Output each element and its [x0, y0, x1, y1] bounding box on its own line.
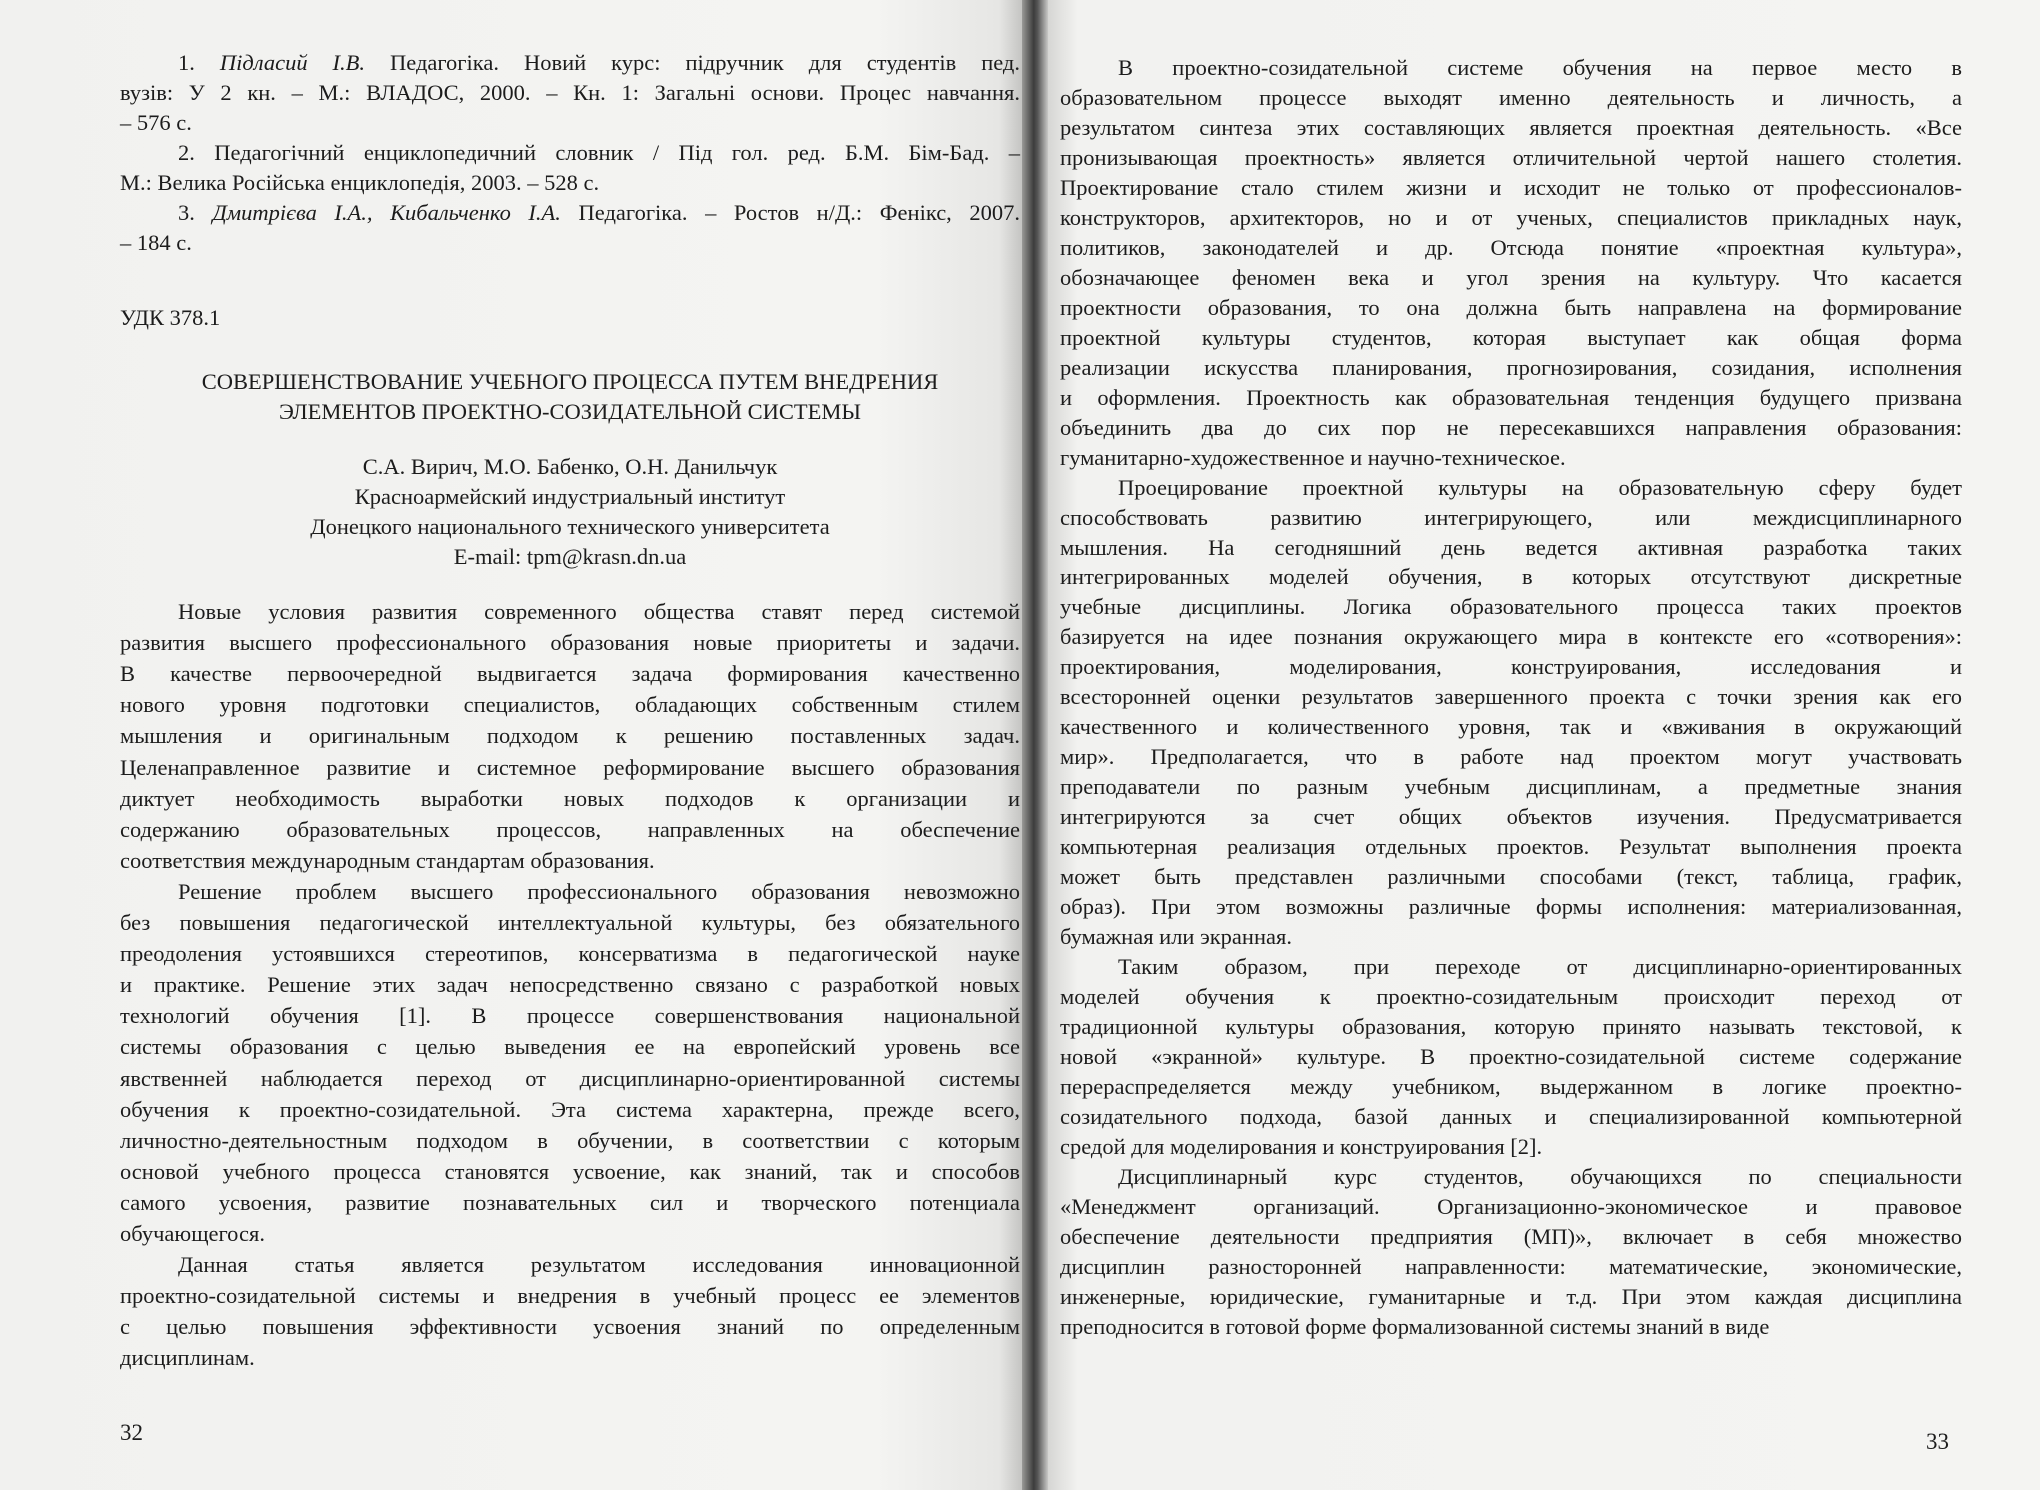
paragraph-line: образ). При этом возможны различные формы исполнения: материализованная,: [1060, 894, 1962, 920]
paragraph-line: результатом синтеза этих составляющих является проектная деятельность. «Все: [1060, 114, 1962, 140]
reference-text: Педагогіка. – Ростов н/Д.: Фенікс, 2007.: [560, 200, 1021, 225]
paragraph-line: Проектирование стало стилем жизни и исходит не только от профессионалов-: [1060, 174, 1962, 200]
page-number: 32: [120, 1420, 143, 1445]
affiliation: Донецкого национального технического университета: [310, 514, 830, 539]
paragraph-line: без повышения педагогической интеллектуальной культуры, без обязательного: [120, 910, 1020, 935]
paragraph-line: Решение проблем высшего профессионального образования невозможно: [178, 878, 1020, 904]
affiliation: Красноармейский индустриальный институт: [354, 484, 786, 509]
reference-continuation: – 184 с.: [120, 230, 192, 255]
paragraph-line: Проецирование проектной культуры на образовательную сферу будет: [1118, 474, 1962, 500]
paragraph-line: пронизывающая проектность» является отличительной чертой нашего столетия.: [1060, 144, 1962, 170]
paragraph-line: может быть представлен различными способами (текст, таблица, график,: [1060, 864, 1962, 890]
paragraph-line: Таким образом, при переходе от дисциплинарно-ориентированных: [1118, 954, 1962, 980]
paragraph-line: содержанию образовательных процессов, направленных на обеспечение: [120, 816, 1020, 842]
page-number: 33: [1926, 1429, 1949, 1454]
paragraph-line: нового уровня подготовки специалистов, обладающих собственным стилем: [120, 692, 1020, 718]
paragraph-line: диктует необходимость выработки новых подходов к организации и: [120, 785, 1020, 811]
paragraph-line: и практике. Решение этих задач непосредственно связано с разработкой новых: [120, 972, 1020, 998]
paragraph-line: бумажная или экранная.: [1060, 924, 1292, 950]
paragraph-line: системы образования с целью выведения ее на европейский уровень все: [120, 1034, 1020, 1060]
article-title: ЭЛЕМЕНТОВ ПРОЕКТНО-СОЗИДАТЕЛЬНОЙ СИСТЕМЫ: [278, 399, 862, 424]
reference-text: Педагогіка. Новий курс: підручник для студентів пед.: [365, 50, 1021, 75]
reference-item: [178, 48, 1020, 78]
paragraph-line: основой учебного процесса становятся усвоение, как знаний, так и способов: [120, 1158, 1020, 1184]
reference-item: [178, 138, 1020, 168]
paragraph-line: мышления и оригинальным подходом к решению поставленных задач.: [120, 723, 1020, 749]
paragraph-line: способствовать развитию интегрирующего, или междисциплинарного: [1060, 504, 1962, 530]
paragraph-line: объединить два до сих пор не пересекавшихся направления образования:: [1060, 414, 1962, 440]
paragraph-line: преподаватели по разным учебным дисциплинам, а предметные знания: [1060, 774, 1962, 800]
author-email: E-mail: tpm@krasn.dn.ua: [453, 544, 687, 569]
paragraph-line: новой «экранной» культуре. В проектно-созидательной системе содержание: [1060, 1044, 1962, 1069]
paragraph-line: конструкторов, архитекторов, но и от ученых, специалистов прикладных наук,: [1060, 204, 1962, 230]
paragraph-line: учебные дисциплины. Логика образовательного процесса таких проектов: [1060, 594, 1962, 620]
paragraph-line: личностно-деятельностным подходом в обучении, в соответствии с которым: [120, 1127, 1020, 1153]
paragraph-line: проектной культуры студентов, которая выступает как общая форма: [1060, 324, 1962, 350]
article-title: СОВЕРШЕНСТВОВАНИЕ УЧЕБНОГО ПРОЦЕССА ПУТЕМ ВНЕДРЕНИЯ: [201, 369, 939, 394]
paragraph-line: базируется на идее познания окружающего мира в контексте его «сотворения»:: [1060, 624, 1962, 650]
paragraph-line: политиков, законодателей и др. Отсюда понятие «проектная культура»,: [1060, 234, 1962, 260]
paragraph-line: Данная статья является результатом исследования инновационной: [178, 1252, 1020, 1278]
paragraph-line: обозначающее феномен века и угол зрения на культуру. Что касается: [1060, 264, 1962, 290]
paragraph-line: обучения к проектно-созидательной. Эта система характерна, прежде всего,: [120, 1096, 1020, 1122]
reference-continuation: М.: Велика Російська енциклопедія, 2003. – 528 с.: [120, 170, 600, 195]
paragraph-line: с целью повышения эффективности усвоения знаний по определенным: [120, 1314, 1020, 1340]
paragraph-line: В качестве первоочередной выдвигается задача формирования качественно: [120, 661, 1020, 687]
paragraph-line: инженерные, юридические, гуманитарные и т.д. При этом каждая дисциплина: [1060, 1283, 1962, 1309]
paragraph-line: соответствия международным стандартам образования.: [120, 847, 655, 873]
paragraph-line: дисциплинам.: [120, 1345, 255, 1371]
reference-authors: Дмитрієва І.А., Кибальченко І.А.: [212, 200, 561, 225]
paragraph-line: Новые условия развития современного общества ставят перед системой: [178, 599, 1020, 624]
paragraph-line: обучающегося.: [120, 1221, 265, 1246]
paragraph-line: технологий обучения [1]. В процессе совершенствования национальной: [120, 1003, 1020, 1029]
paragraph-line: качественного и количественного уровня, так и «вживания в окружающий: [1060, 714, 1962, 740]
reference-continuation: вузів: У 2 кн. – М.: ВЛАДОС, 2000. – Кн. 1: Загальні основи. Процес навчання.: [120, 80, 1020, 105]
paragraph-line: средой для моделирования и конструирования [2].: [1060, 1133, 1543, 1159]
paragraph-line: перераспределяется между учебником, выдержанном в логике проектно-: [1060, 1073, 1962, 1099]
paragraph-line: и оформления. Проектность как образовательная тенденция будущего призвана: [1060, 384, 1962, 410]
paragraph-line: интегрируются за счет общих объектов изучения. Предусматривается: [1060, 804, 1962, 830]
reference-text: 1.: [178, 50, 220, 75]
paragraph-line: традиционной культуры образования, которую принято называть текстовой, к: [1060, 1014, 1962, 1040]
paragraph-line: проектирования, моделирования, конструирования, исследования и: [1060, 654, 1962, 680]
reference-text: Педагогічний енциклопедичний словник / Під гол. ред. Б.М. Бім-Бад. –: [214, 140, 1021, 165]
paragraph-line: мышления. На сегодняшний день ведется активная разработка таких: [1060, 534, 1962, 560]
paragraph-line: дисциплин разносторонней направленности: математические, экономические,: [1060, 1253, 1962, 1279]
paragraph-line: Дисциплинарный курс студентов, обучающихся по специальности: [1118, 1163, 1962, 1189]
paragraph-line: интегрированных моделей обучения, в которых отсутствуют дискретные: [1060, 564, 1962, 590]
paragraph-line: созидательного подхода, базой данных и специализированной компьютерной: [1060, 1103, 1962, 1129]
paragraph-line: преподносится в готовой форме формализованной системы знаний в виде: [1060, 1313, 1770, 1339]
article-authors: С.А. Вирич, М.О. Бабенко, О.Н. Данильчук: [362, 454, 778, 479]
paragraph-line: проектно-созидательной системы и внедрения в учебный процесс ее элементов: [120, 1283, 1020, 1309]
paragraph-line: всесторонней оценки результатов завершенного проекта с точки зрения как его: [1060, 684, 1962, 710]
paragraph-line: развития высшего профессионального образования новые приоритеты и задачи.: [120, 630, 1020, 656]
paragraph-line: Целенаправленное развитие и системное реформирование высшего образования: [120, 754, 1020, 780]
paragraph-line: обеспечение деятельности предприятия (МП)», включает в себя множество: [1060, 1223, 1962, 1249]
reference-text: 2.: [178, 140, 215, 165]
paragraph-line: самого усвоения, развитие познавательных сил и творческого потенциала: [120, 1189, 1020, 1215]
paragraph-line: явственней наблюдается переход от дисциплинарно-ориентированной системы: [120, 1065, 1020, 1091]
paragraph-line: преодоления устоявшихся стереотипов, консерватизма в педагогической науке: [120, 941, 1020, 967]
paragraph-line: моделей обучения к проектно-созидательным происходит переход от: [1060, 984, 1962, 1010]
reference-item: [178, 198, 1020, 228]
reference-text: 3.: [178, 200, 213, 225]
paragraph-line: проектности образования, то она должна быть направлена на формирование: [1060, 294, 1962, 320]
book-spine: [1022, 0, 1048, 1490]
paragraph-line: гуманитарно-художественное и научно-техническое.: [1060, 444, 1566, 470]
reference-continuation: – 576 с.: [120, 110, 192, 135]
paragraph-line: реализации искусства планирования, прогнозирования, созидания, исполнения: [1060, 354, 1962, 380]
reference-authors: Підласий І.В.: [219, 50, 366, 75]
paragraph-line: компьютерная реализация отдельных проектов. Результат выполнения проекта: [1060, 834, 1962, 860]
paragraph-line: образовательном процессе выходят именно деятельность и личность, а: [1060, 84, 1962, 110]
paragraph-line: В проектно-созидательной системе обучения на первое место в: [1118, 55, 1962, 80]
udk-code: УДК 378.1: [120, 305, 221, 330]
paragraph-line: мир». Предполагается, что в работе над проектом могут участвовать: [1060, 744, 1962, 770]
paragraph-line: «Менеджмент организаций. Организационно-экономическое и правовое: [1060, 1193, 1962, 1219]
